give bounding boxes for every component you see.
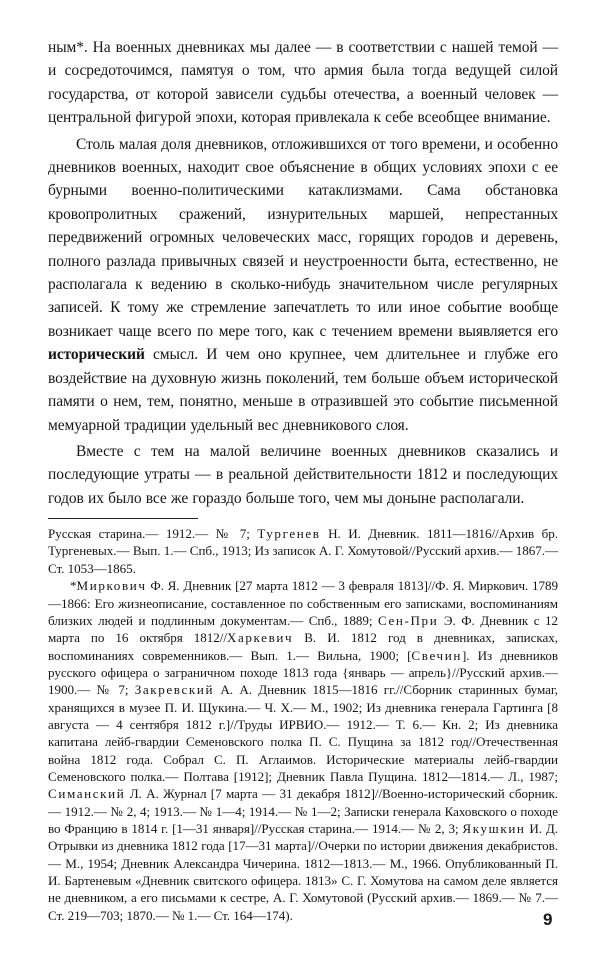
footnote-2-text-b: Ф. Я. Дневник [27 марта 1812 — 3 февраля 1813]//Ф. Я. Миркович. 1789—1866: Его жизнеописание, составленное по собственным его записками, воспоминаниям близких людей и подлинным документам.— Спб., 1889; — [48, 578, 558, 628]
author-name: Закревский — [134, 682, 215, 698]
author-name: Миркович — [76, 578, 147, 594]
footnote-1-text-a: Русская старина.— 1912.— № 7; — [48, 526, 250, 542]
footnotes — [48, 525, 558, 924]
author-name: Тургенев — [257, 526, 321, 542]
author-name: Симанский — [48, 786, 126, 802]
footnote-2-text-e: ]. Из дневников русского офицера о заграничном походе 1813 года {январь — апрель}//Русский архив.— 1900.— № 7; — [48, 647, 558, 698]
page-content — [48, 36, 558, 924]
page-number: 9 — [543, 910, 553, 929]
paragraph-2-text-b: смысл. И чем оно крупнее, чем длительнее и глубже его воздействие на духовную жизнь поколений, тем больше объем исторической памяти о нем, тем, понятно, меньше в отразившей это событие письменной мемуарной традиции удельный вес дневникового слоя. — [48, 346, 559, 434]
footnote-star — [48, 577, 558, 924]
footnote-2-text-c: Э. Ф. Дневник с 12 марта по 16 октября 1812// — [48, 612, 558, 646]
footnote-divider — [48, 518, 198, 519]
paragraph-2 — [48, 133, 558, 437]
paragraph-1: ным*. На военных дневниках мы далее — в соответствии с нашей темой — и сосредоточимся, памятуя о том, что армия была тогда ведущей силой государства, от которой зависели судьбы отечества, а военный человек — центральной фигурой эпохи, которая привлекала к себе всеобщее внимание. — [48, 39, 558, 127]
footnote-1-text-b: Н. И. Дневник. 1811—1816//Архив бр. Тургеневых.— Вып. 1.— Спб., 1913; Из записок А. Г. Хомутовой//Русский архив.— 1867.— Ст. 1053—1865. — [48, 526, 558, 576]
footnote-2-text-h: И. Д. Отрывки из дневника 1812 года [17—31 марта]//Очерки по истории движения декабристов.— М., 1954; Дневник Александра Чичерина. 1812—1813.— М., 1966. Опубликованный П. И. Бартеневым «Дневник свитского офицера. 1813» С. Г. Хомутова на самом деле является не дневником, а его письмами к сестре, А. Г. Хомутовой (Русский архив.— 1869.— № 7.— Ст. 219—703; 1870.— № 1.— Ст. 164—174). — [48, 820, 558, 923]
footnote-2-text-d: В. И. 1812 год в дневниках, записках, воспоминаниях современников.— Вып. 1.— Вильна, 1900; [ — [48, 630, 558, 663]
author-name: Харкевич — [226, 630, 294, 646]
author-name: Якушкин — [462, 820, 526, 836]
footnote-continued — [48, 525, 558, 577]
author-name: Свечин — [411, 647, 462, 663]
main-text — [48, 36, 558, 510]
footnote-2-text-g: Л. А. Журнал [7 марта — 31 декабря 1812]//Военно-исторический сборник.— 1912.— № 2, 4; 1913.— № 1—4; 1914.— № 1—2; Записки генерала Каховского о походе во Францию в 1814 г. [1—31 января]//Русская старина.— 1914.— № 2, 3; — [48, 786, 558, 836]
author-name: Сен-При — [378, 612, 439, 628]
paragraph-2-text-a: Столь малая доля дневников, отложившихся от того времени, и особенно дневников военных, находит свое объяснение в общих условиях эпохи с ее бурными военно-политическими катаклизмами. Сама обстановка кровопролитных сражений, изнурительных маршей, непрестанных передвижений огромных человеческих масс, горящих городов и деревень, полного разлада привычных связей и неустроенности быта, естественно, не располагала к ведению в сколько-нибудь значительном числе регулярных записей. К тому же стремление запечатлеть то или иное событие вообще возникает чаще всего по мере того, как с течением времени выявляется его — [48, 135, 558, 340]
footnote-marker: * — [70, 578, 77, 594]
paragraph-3: Вместе с тем на малой величине военных дневников сказались и последующие утраты — в реальной действительности 1812 и последующих годов их было все же гораздо больше того, чем мы доныне располагали. — [48, 442, 558, 507]
footnote-2-text-f: А. А. Дневник 1815—1816 гг.//Сборник старинных бумаг, хранящихся в музее П. И. Щукина.— Ч. Х.— М., 1902; Из дневника генерала Гартинга [8 августа — 4 сентября 1812 г.]//Труды ИРВИО.— 1912.— Т. 6.— Кн. 2; Из дневника капитана лейб-гвардии Семеновского полка П. С. Пущина за 1812 год//Отечественная война 1812 года. Собрал С. П. Аглаимов. Исторические материалы лейб-гвардии Семеновского полка.— Полтава [1912]; Дневник Павла Пущина. 1812—1814.— Л., 1987; — [48, 682, 558, 784]
emphasis-historical: исторический — [48, 346, 145, 364]
